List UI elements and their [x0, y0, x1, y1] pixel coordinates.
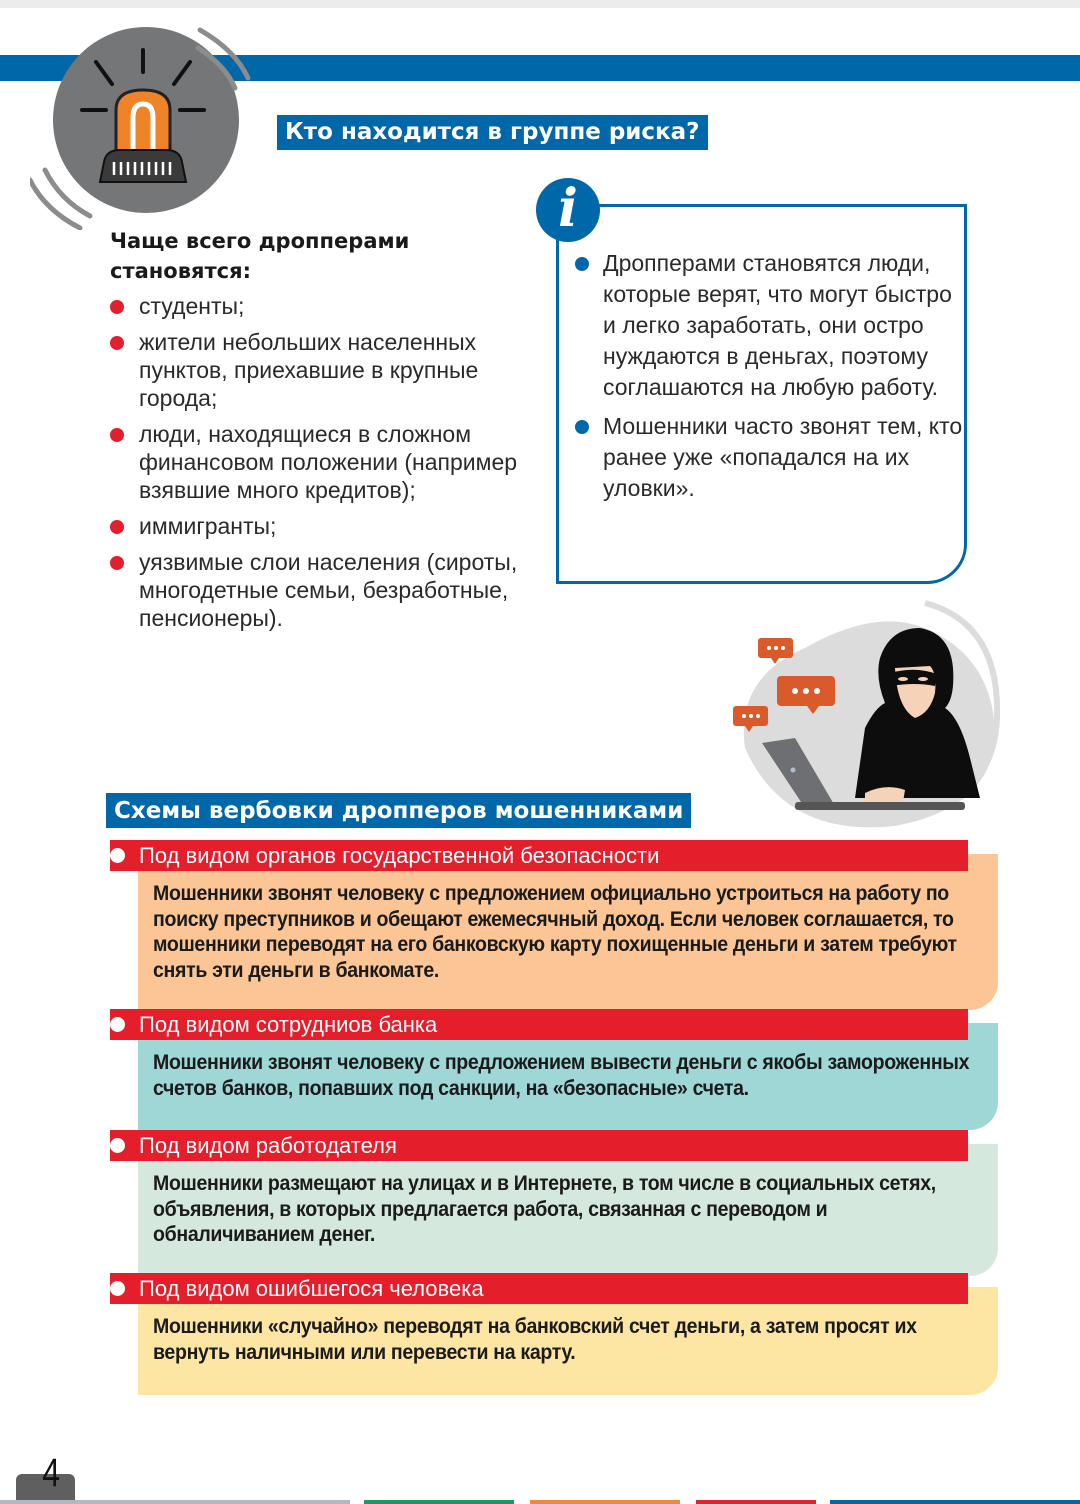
list-item: люди, находящиеся в сложном финансовом положении (например взявшие много кредитов);: [110, 420, 530, 504]
scheme-body: Мошенники размещают на улицах и в Интернете, в том числе в социальных сетях, объявления, в которых предлагается работа, связанная с переводом и обналичиванием денег.: [138, 1144, 998, 1276]
bullet-icon: [110, 300, 124, 314]
scheme-card: [110, 840, 998, 1010]
list-item: Мошенники часто звонят тем, кто ранее уже «попадался на их уловки».: [575, 411, 970, 504]
risk-group-heading: Чаще всего дропперами становятся:: [110, 229, 410, 283]
top-strip: [0, 0, 1080, 8]
list-item: студенты;: [110, 292, 530, 320]
bullet-icon: [110, 520, 124, 534]
footer-stripe: [696, 1500, 816, 1504]
risk-group-list: [110, 292, 530, 632]
scheme-header: Под видом органов государственной безопасности: [110, 840, 968, 871]
list-item: уязвимые слои населения (сироты, многодетные семьи, безработные, пенсионеры).: [110, 548, 530, 632]
bullet-icon: [110, 1017, 125, 1032]
footer-stripe: [0, 1500, 350, 1504]
scheme-header: Под видом ошибшегося человека: [110, 1273, 968, 1304]
scheme-body: Мошенники звонят человеку с предложением вывести деньги с якобы замороженных счетов банков, попавших под санкции, на «безопасные» счета.: [138, 1023, 998, 1130]
scheme-card: [110, 1130, 998, 1276]
scheme-body: Мошенники «случайно» переводят на банковский счет деньги, а затем просят их вернуть наличными или перевести на карту.: [138, 1287, 998, 1395]
bullet-icon: [110, 1138, 125, 1153]
footer-stripe: [530, 1500, 680, 1504]
list-item: иммигранты;: [110, 512, 530, 540]
bullet-icon: [575, 420, 589, 434]
bullet-icon: [110, 428, 124, 442]
scheme-card: [110, 1009, 998, 1130]
scheme-header: Под видом работодателя: [110, 1130, 968, 1161]
bullet-icon: [110, 848, 125, 863]
risk-group-section: [110, 226, 530, 640]
scheme-card: [110, 1273, 998, 1395]
footer-stripe: [364, 1500, 514, 1504]
scheme-body: Мошенники звонят человеку с предложением официально устроиться на работу по поиску преступников и обещают ежемесячный доход. Если человек соглашается, то мошенники переводят на его банковскую карту похищенные деньги и затем требуют снять эти деньги в банкомате.: [138, 854, 998, 1010]
schemes-title: Схемы вербовки дропперов мошенниками: [106, 793, 691, 828]
footer-stripe: [830, 1500, 1080, 1504]
bullet-icon: [110, 336, 124, 350]
info-list: [575, 248, 970, 512]
bullet-icon: [110, 556, 124, 570]
hacker-at-laptop-illustration: [725, 598, 1005, 830]
siren-icon: [30, 10, 270, 230]
bullet-icon: [575, 257, 589, 271]
risk-group-title: Кто находится в группе риска?: [277, 115, 708, 150]
list-item: жители небольших населенных пунктов, приехавшие в крупные города;: [110, 328, 530, 412]
list-item: Дропперами становятся люди, которые верят, что могут быстро и легко заработать, они остро нуждаются в деньгах, поэтому соглашаются на любую работу.: [575, 248, 970, 403]
bullet-icon: [110, 1281, 125, 1296]
info-icon: i: [536, 178, 600, 242]
page-number: 4: [42, 1451, 61, 1495]
scheme-header: Под видом сотрудниов банка: [110, 1009, 968, 1040]
